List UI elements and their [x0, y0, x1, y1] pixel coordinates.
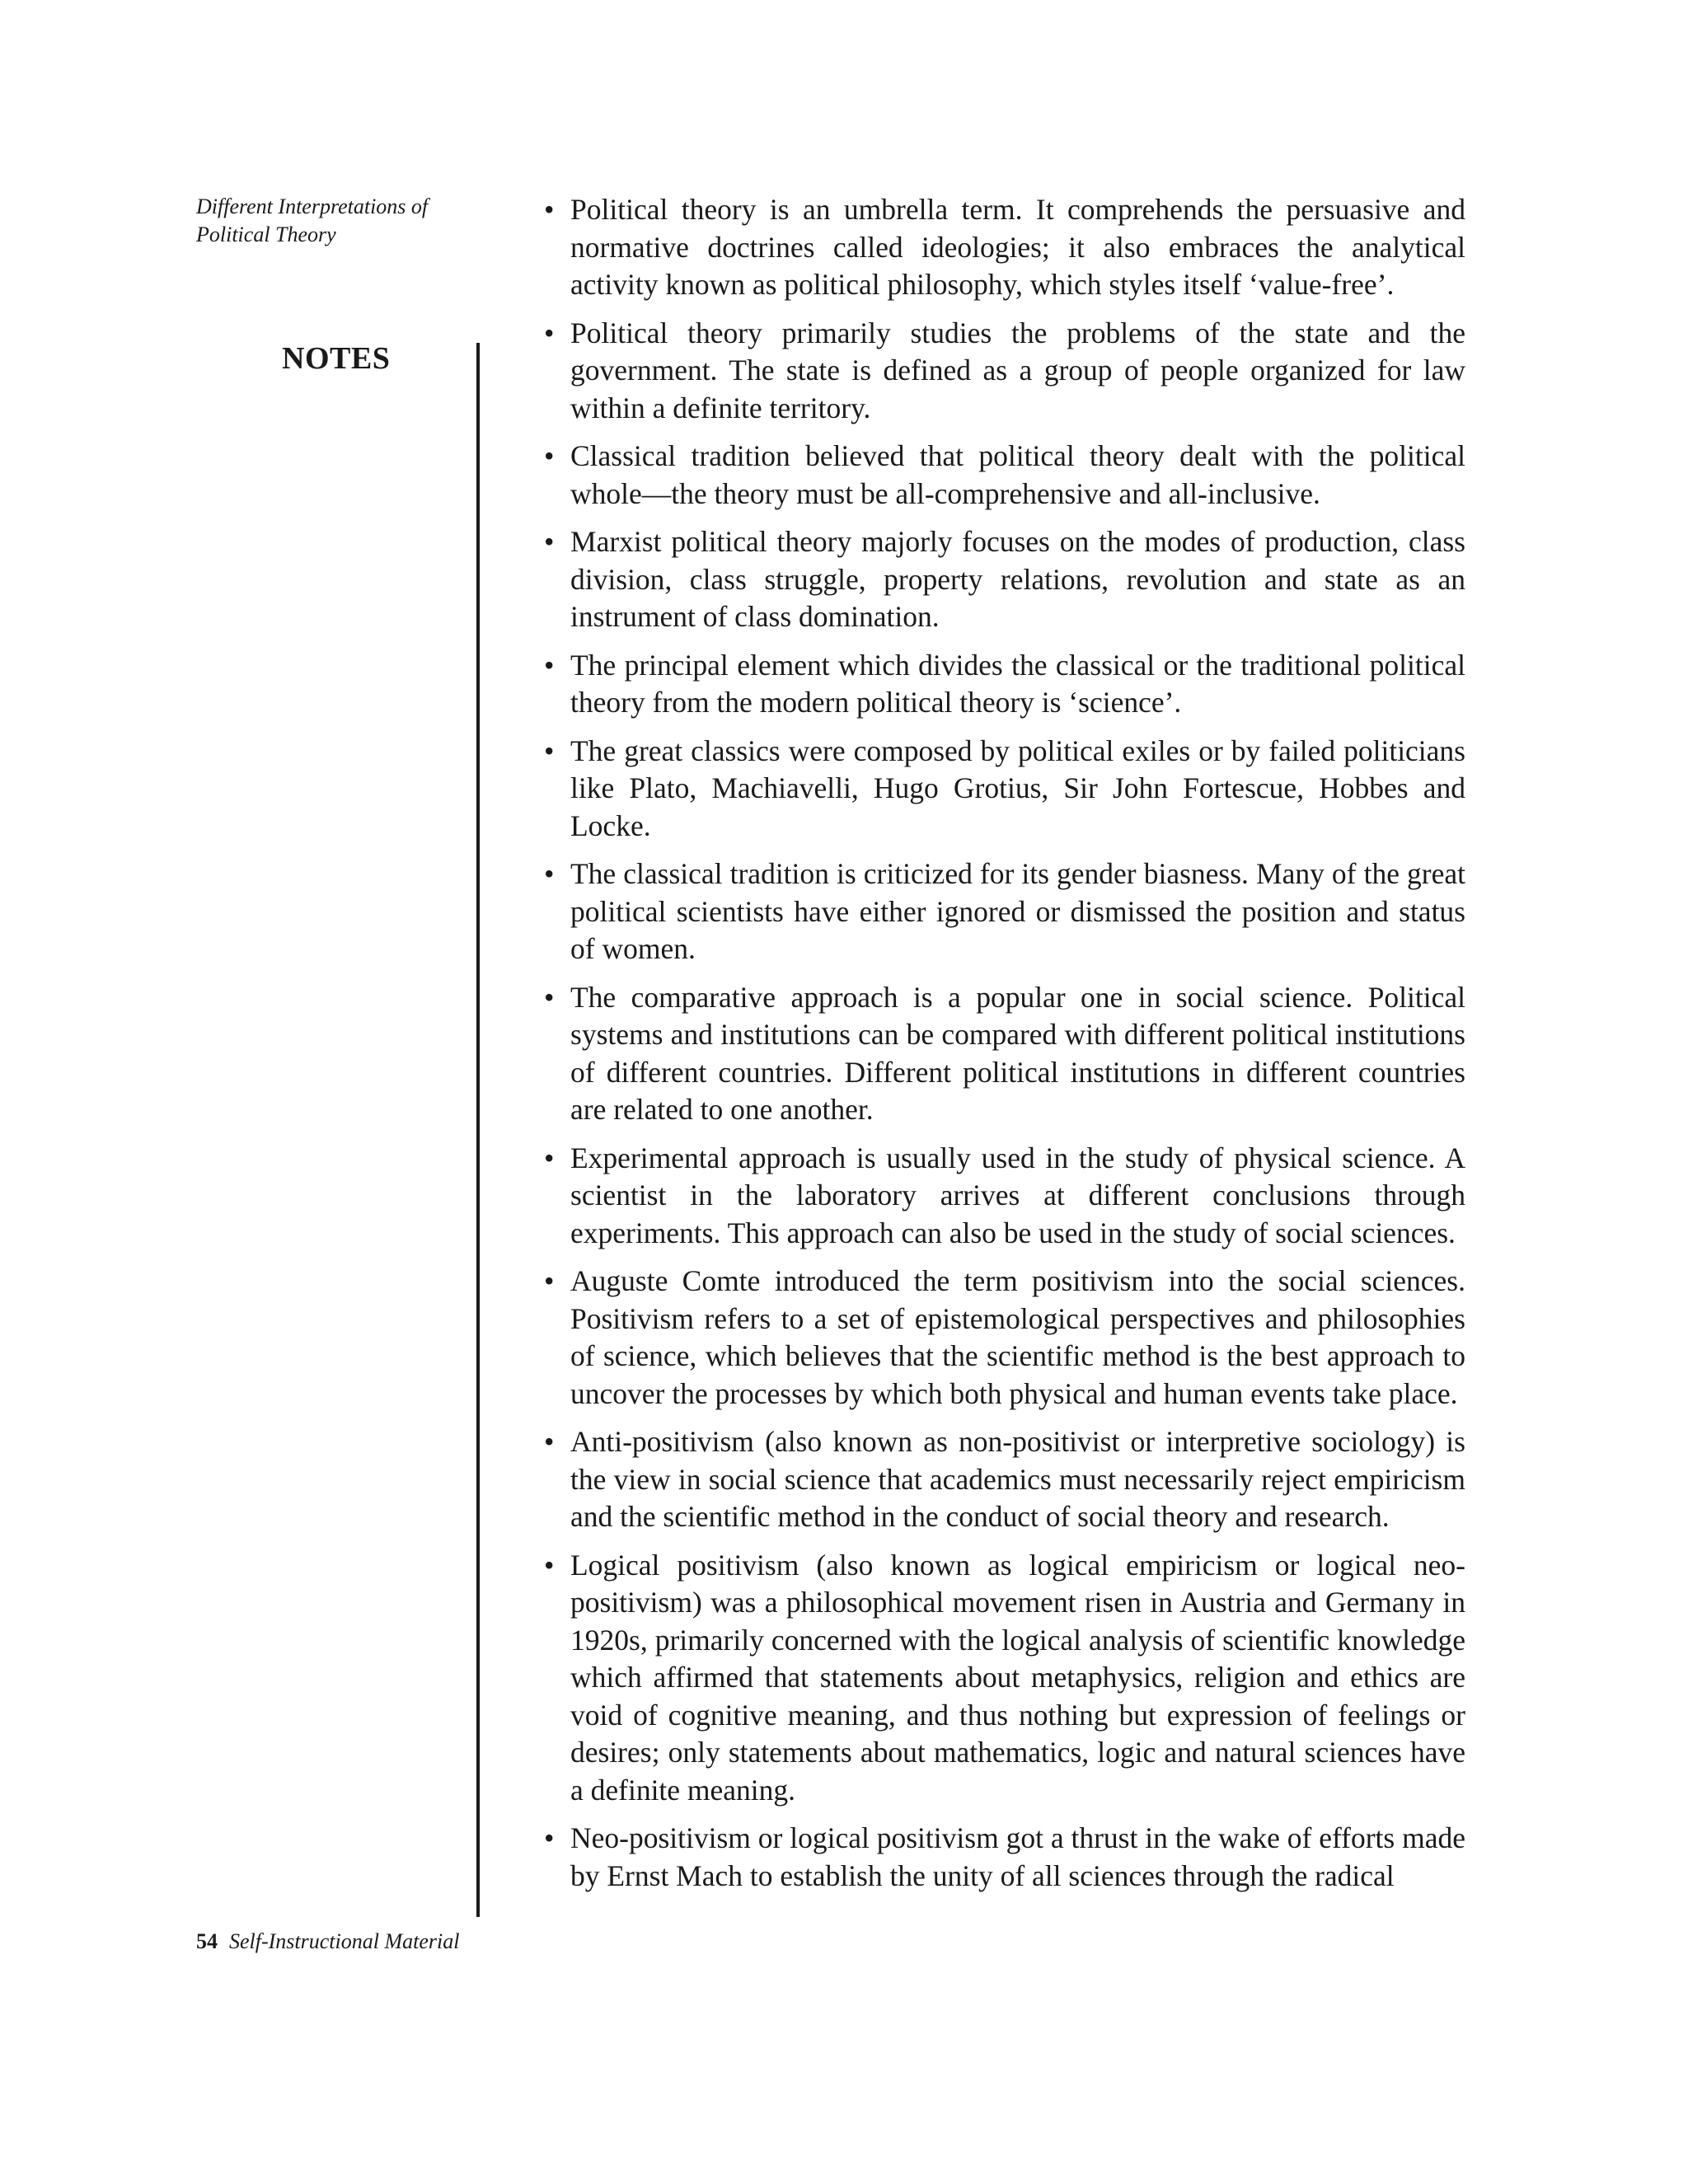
list-item — [544, 438, 1465, 513]
list-item-text: Anti-positivism (also known as non-positivist or interpretive sociology) is the view in social science that academics must necessarily reject empiricism and the scientific method in the conduct of social theory and research. — [570, 1425, 1465, 1533]
bullet-icon: • — [544, 1548, 555, 1582]
list-item — [544, 1547, 1465, 1810]
list-item — [544, 855, 1465, 968]
bullet-icon: • — [544, 733, 555, 767]
list-item-text: Neo-positivism or logical positivism got a thrust in the wake of efforts made by Ernst Mach to establish the unity of all sciences through the radical — [570, 1821, 1465, 1892]
bullet-icon: • — [544, 193, 555, 226]
list-item-text: Classical tradition believed that political theory dealt with the political whole—the theory must be all-comprehensive and all-inclusive. — [570, 439, 1465, 510]
bullet-icon: • — [544, 1425, 555, 1458]
list-item — [544, 1140, 1465, 1253]
list-item — [544, 523, 1465, 636]
footer-text: Self-Instructional Material — [229, 1929, 460, 1953]
list-item-text: Logical positivism (also known as logical empiricism or logical neo-positivism) was a philosophical movement risen in Austria and Germany in 1920s, primarily concerned with the logical analysis of scientific knowledge which affirmed that statements about metaphysics, religion and ethics are void of cognitive meaning, and thus nothing but expression of feelings or desires; only statements about mathematics, logic and natural sciences have a definite meaning. — [570, 1548, 1465, 1807]
page-number: 54 — [196, 1929, 218, 1953]
list-item-text: The comparative approach is a popular one in social science. Political systems and institutions can be compared with different political institutions of different countries. Different political institutions in different countries are related to one another. — [570, 980, 1465, 1126]
bullet-icon: • — [544, 648, 555, 682]
bullet-icon: • — [544, 857, 555, 890]
list-item — [544, 1423, 1465, 1536]
bullet-icon: • — [544, 1821, 555, 1854]
list-item-text: Political theory primarily studies the problems of the state and the government. The state is defined as a group of people organized for law within a definite territory. — [570, 316, 1465, 424]
list-item — [544, 1263, 1465, 1413]
summary-bullet-list — [544, 191, 1465, 1905]
running-header — [196, 193, 468, 249]
list-item-text: Experimental approach is usually used in the study of physical science. A scientist in the laboratory arrives at different conclusions through experiments. This approach can also be used in the study of social sciences. — [570, 1141, 1465, 1249]
margin-divider — [476, 343, 480, 1917]
page-footer — [196, 1929, 459, 1954]
list-item — [544, 191, 1465, 304]
list-item-text: The principal element which divides the classical or the traditional political theory from the modern political theory is ‘science’. — [570, 648, 1465, 719]
list-item-text: The great classics were composed by political exiles or by failed politicians like Plato, Machiavelli, Hugo Grotius, Sir John Fortescue, Hobbes and Locke. — [570, 733, 1465, 842]
notes-label: NOTES — [282, 341, 391, 376]
list-item — [544, 647, 1465, 722]
running-header-line-2: Political Theory — [196, 223, 336, 246]
list-item-text: The classical tradition is criticized for its gender biasness. Many of the great political scientists have either ignored or dismissed the position and status of women. — [570, 857, 1465, 965]
bullet-icon: • — [544, 1141, 555, 1174]
list-item — [544, 1820, 1465, 1895]
list-item-text: Marxist political theory majorly focuses on the modes of production, class division, class struggle, property relations, revolution and state as an instrument of class domination. — [570, 525, 1465, 633]
list-item — [544, 733, 1465, 846]
bullet-icon: • — [544, 1264, 555, 1297]
running-header-line-1: Different Interpretations of — [196, 194, 429, 218]
list-item-text: Political theory is an umbrella term. It comprehends the persuasive and normative doctrines called ideologies; it also embraces the analytical activity known as political philosophy, which styles itself ‘value-free’. — [570, 193, 1465, 301]
list-item-text: Auguste Comte introduced the term positivism into the social sciences. Positivism refers to a set of epistemological perspectives and philosophies of science, which believes that the scientific method is the best approach to uncover the processes by which both physical and human events take place. — [570, 1264, 1465, 1410]
bullet-icon: • — [544, 439, 555, 472]
bullet-icon: • — [544, 316, 555, 349]
bullet-icon: • — [544, 980, 555, 1014]
bullet-icon: • — [544, 525, 555, 558]
list-item — [544, 315, 1465, 428]
list-item — [544, 979, 1465, 1129]
